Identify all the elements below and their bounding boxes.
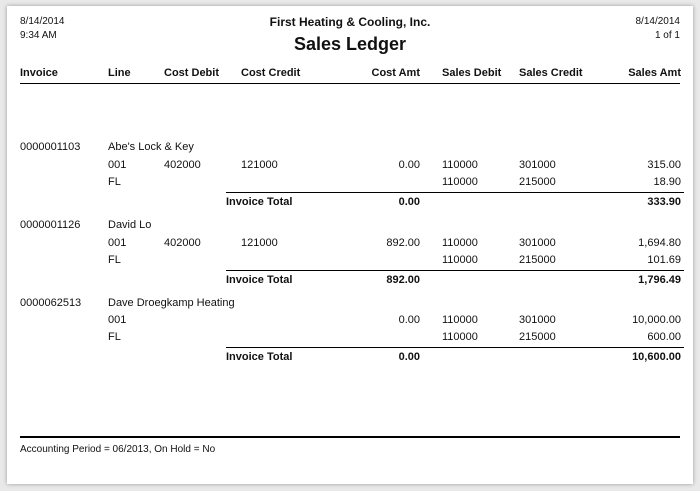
sales-debit: 110000 — [442, 254, 478, 266]
invoice-total-label: Invoice Total — [226, 196, 293, 208]
invoice-number: 0000062513 — [20, 297, 82, 309]
invoice-total-cost: 892.00 — [386, 274, 420, 286]
customer-name: Abe's Lock & Key — [108, 141, 194, 153]
header-divider — [20, 83, 680, 84]
footer-note: Accounting Period = 06/2013, On Hold = No — [20, 444, 216, 455]
report-page — [7, 6, 693, 484]
col-sales-amt: Sales Amt — [628, 67, 681, 79]
invoice-total-cost: 0.00 — [398, 351, 420, 363]
line-code: FL — [108, 331, 121, 343]
report-title: Sales Ledger — [293, 34, 407, 54]
total-divider — [226, 347, 684, 348]
line-code: FL — [108, 176, 121, 188]
sales-amt: 10,000.00 — [632, 314, 681, 326]
col-sales-debit: Sales Debit — [442, 67, 502, 79]
sales-amt: 101.69 — [647, 254, 681, 266]
cost-credit: 121000 — [241, 237, 278, 249]
cost-amt: 0.00 — [398, 159, 420, 171]
total-divider — [226, 270, 684, 271]
sales-credit: 215000 — [519, 254, 556, 266]
line-code: 001 — [108, 314, 127, 326]
sales-debit: 110000 — [442, 159, 478, 171]
cost-amt: 892.00 — [386, 237, 420, 249]
customer-name: David Lo — [108, 219, 152, 231]
print-date-right: 8/14/2014 — [635, 16, 680, 27]
line-code: FL — [108, 254, 121, 266]
line-code: 001 — [108, 159, 127, 171]
sales-credit: 301000 — [519, 314, 556, 326]
invoice-total-sales: 1,796.49 — [638, 274, 681, 286]
sales-credit: 301000 — [519, 237, 556, 249]
invoice-total-label: Invoice Total — [226, 274, 293, 286]
sales-debit: 110000 — [442, 176, 478, 188]
sales-amt: 1,694.80 — [638, 237, 681, 249]
invoice-total-cost: 0.00 — [398, 196, 420, 208]
col-cost-amt: Cost Amt — [371, 67, 420, 79]
print-time: 9:34 AM — [20, 30, 57, 41]
cost-debit: 402000 — [164, 237, 201, 249]
invoice-number: 0000001126 — [20, 219, 81, 231]
col-sales-credit: Sales Credit — [519, 67, 583, 79]
cost-debit: 402000 — [164, 159, 201, 171]
sales-debit: 110000 — [442, 314, 478, 326]
invoice-number: 0000001103 — [20, 141, 81, 153]
invoice-total-sales: 333.90 — [647, 196, 681, 208]
invoice-total-label: Invoice Total — [226, 351, 293, 363]
customer-name: Dave Droegkamp Heating — [108, 297, 235, 309]
sales-credit: 215000 — [519, 331, 556, 343]
total-divider — [226, 192, 684, 193]
footer-divider — [20, 436, 680, 438]
col-cost-credit: Cost Credit — [241, 67, 301, 79]
line-code: 001 — [108, 237, 127, 249]
company-name: First Heating & Cooling, Inc. — [269, 15, 431, 29]
sales-credit: 215000 — [519, 176, 556, 188]
cost-amt: 0.00 — [398, 314, 420, 326]
sales-amt: 315.00 — [647, 159, 681, 171]
sales-amt: 18.90 — [653, 176, 681, 188]
invoice-total-sales: 10,600.00 — [632, 351, 681, 363]
cost-credit: 121000 — [241, 159, 278, 171]
sales-debit: 110000 — [442, 237, 478, 249]
sales-amt: 600.00 — [647, 331, 681, 343]
print-date-left: 8/14/2014 — [20, 16, 65, 27]
col-invoice: Invoice — [20, 67, 58, 79]
page-number: 1 of 1 — [654, 30, 680, 41]
sales-credit: 301000 — [519, 159, 556, 171]
sales-debit: 110000 — [442, 331, 478, 343]
col-line: Line — [108, 67, 131, 79]
col-cost-debit: Cost Debit — [164, 67, 219, 79]
